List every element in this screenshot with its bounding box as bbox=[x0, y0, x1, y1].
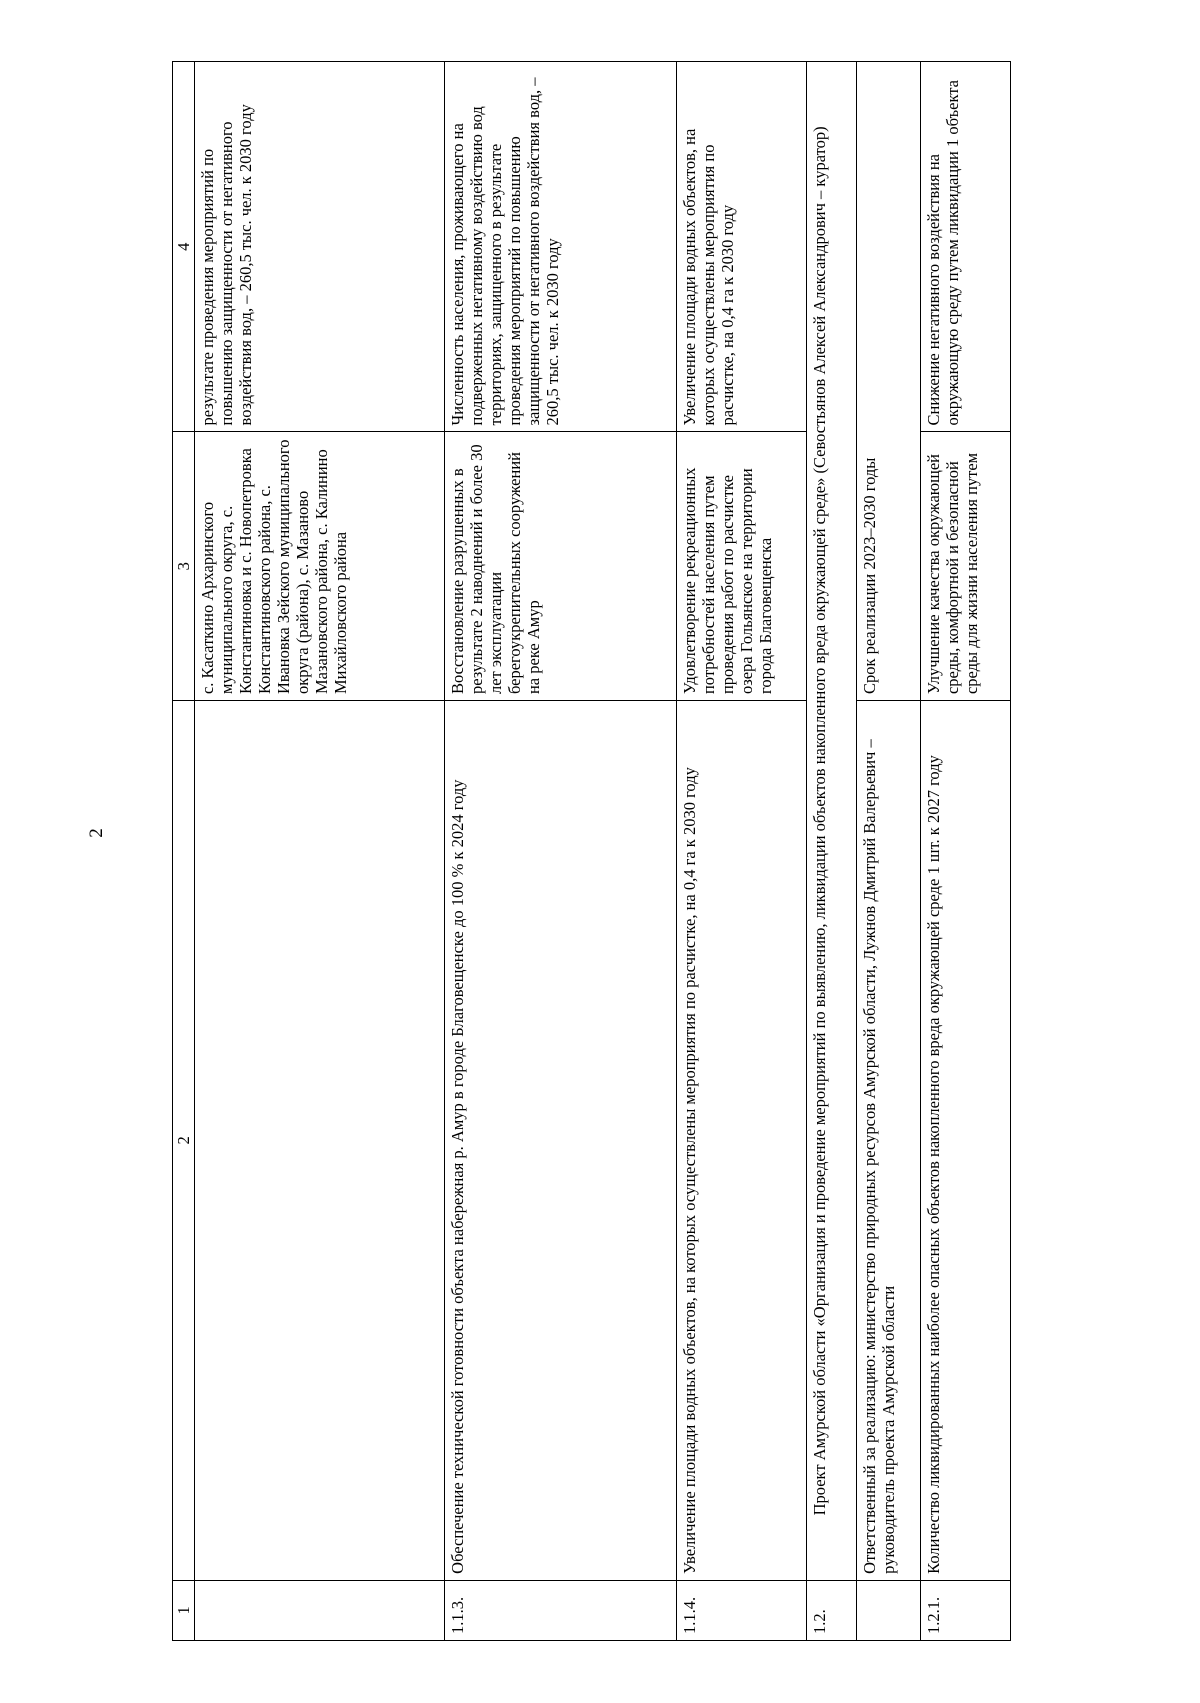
table-row bbox=[195, 62, 445, 1641]
indicator-cell: Численность населения, проживающего на подверженных негативному воздействию вод территориях, защищенного в результате проведения мероприятий по повышению защищенности от негативного воздействия вод, – 260,5 тыс. чел. к 2030 году bbox=[445, 62, 677, 432]
column-header: 4 bbox=[173, 62, 195, 432]
row-number: 1.1.4. bbox=[677, 1580, 807, 1640]
indicator-cell: результате проведения мероприятий по повышению защищенности от негативного воздействия вод, – 260,5 тыс. чел. к 2030 году bbox=[195, 62, 445, 432]
description-cell: с. Касаткино Архаринского муниципального округа, с. Константиновка и с. Новопетровка Константиновского района, с. Ивановка Зейского муниципального округа (района), с. Мазаново Мазановского района, с. Калинино Михайловского района bbox=[195, 432, 445, 701]
deadline-cell: Срок реализации 2023–2030 годы bbox=[857, 62, 921, 701]
table-row bbox=[677, 62, 807, 1641]
page-number: 2 bbox=[86, 828, 107, 838]
column-header: 1 bbox=[173, 1580, 195, 1640]
responsible-row bbox=[857, 62, 921, 1641]
table-row bbox=[921, 62, 1011, 1641]
task-cell bbox=[195, 701, 445, 1581]
project-row bbox=[807, 62, 857, 1641]
row-number-empty bbox=[857, 1580, 921, 1640]
indicator-cell: Увеличение площади водных объектов, на которых осуществлены мероприятия по расчистке, на 0,4 га к 2030 году bbox=[677, 62, 807, 432]
description-cell: Улучшение качества окружающей среды, комфортной и безопасной среды для жизни населения путем bbox=[921, 432, 1011, 701]
task-cell: Обеспечение технической готовности объекта набережная р. Амур в городе Благовещенске до 100 % к 2024 году bbox=[445, 701, 677, 1581]
row-number: 1.1.3. bbox=[445, 1580, 677, 1640]
column-header: 3 bbox=[173, 432, 195, 701]
row-number: 1.2.1. bbox=[921, 1580, 1011, 1640]
row-number bbox=[195, 1580, 445, 1640]
responsible-cell: Ответственный за реализацию: министерство природных ресурсов Амурской области, Лужнов Дмитрий Валерьевич – руководитель проекта Амурской области bbox=[857, 701, 921, 1581]
header-row bbox=[173, 62, 195, 1641]
indicator-cell: Снижение негативного воздействия на окружающую среду путем ликвидации 1 объекта bbox=[921, 62, 1011, 432]
column-header: 2 bbox=[173, 701, 195, 1581]
project-title-cell: Проект Амурской области «Организация и проведение мероприятий по выявлению, ликвидации объектов накопленного вреда окружающей среде» (Севостьянов Алексей Александрович – куратор) bbox=[807, 62, 857, 1581]
description-cell: Удовлетворение рекреационных потребностей населения путем проведения работ по расчистке озера Гольянское на территории города Благовещенска bbox=[677, 432, 807, 701]
rotated-table-wrapper bbox=[172, 61, 1102, 1641]
task-cell: Увеличение площади водных объектов, на которых осуществлены мероприятия по расчистке, на 0,4 га к 2030 году bbox=[677, 701, 807, 1581]
task-cell: Количество ликвидированных наиболее опасных объектов накопленного вреда окружающей среде 1 шт. к 2027 году bbox=[921, 701, 1011, 1581]
table-row bbox=[445, 62, 677, 1641]
row-number: 1.2. bbox=[807, 1580, 857, 1640]
measures-table bbox=[172, 61, 1011, 1641]
description-cell: Восстановление разрушенных в результате 2 наводнений и более 30 лет эксплуатации берегоукрепительных сооружений на реке Амур bbox=[445, 432, 677, 701]
